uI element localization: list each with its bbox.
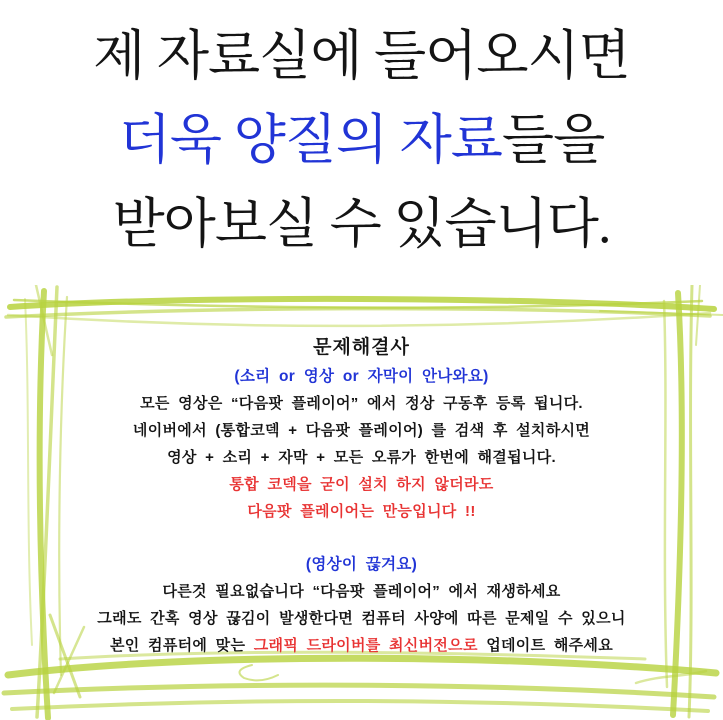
notice-line: 네이버에서 (통합코덱 + 다음팟 플레이어) 를 검색 후 설치하시면 — [132, 422, 591, 439]
notice-line-mixed — [60, 632, 663, 659]
notice-line-warning: 통합 코덱을 굳이 설치 하지 않더라도 — [229, 476, 494, 493]
section2-heading: (영상이 끊겨요) — [305, 556, 418, 573]
notice-line-prefix: 본인 컴퓨터에 맞는 — [110, 637, 254, 654]
intro-heading — [0, 14, 723, 266]
notice-line-suffix: 업데이트 해주세요 — [477, 637, 613, 654]
intro-line-3: 받아보실 수 있습니다. — [112, 194, 611, 254]
notice-line: 영상 + 소리 + 자막 + 모든 오류가 한번에 해결됩니다. — [167, 449, 556, 466]
notice-title: 문제해결사 — [313, 337, 410, 358]
notice-content — [60, 333, 663, 659]
notice-line-warning: 다음팟 플레이어는 만능입니다 !! — [247, 503, 476, 520]
intro-line-1: 제 자료실에 들어오시면 — [93, 26, 630, 86]
section-divider — [60, 525, 663, 551]
troubleshooting-box — [0, 285, 723, 720]
intro-line-2 — [0, 98, 723, 182]
notice-line: 다른것 필요없습니다 “다음팟 플레이어” 에서 재생하세요 — [162, 583, 561, 600]
intro-line-2-rest: 들을 — [501, 110, 605, 170]
intro-line-2-highlight: 더욱 양질의 자료 — [118, 110, 502, 170]
notice-line: 모든 영상은 “다음팟 플레이어” 에서 정상 구동후 등록 됩니다. — [140, 395, 583, 412]
notice-line: 그래도 간혹 영상 끊김이 발생한다면 컴퓨터 사양에 따른 문제일 수 있으니 — [97, 610, 626, 627]
notice-line-highlight: 그래픽 드라이버를 최신버전으로 — [253, 637, 478, 654]
section1-heading: (소리 or 영상 or 자막이 안나와요) — [234, 368, 489, 385]
